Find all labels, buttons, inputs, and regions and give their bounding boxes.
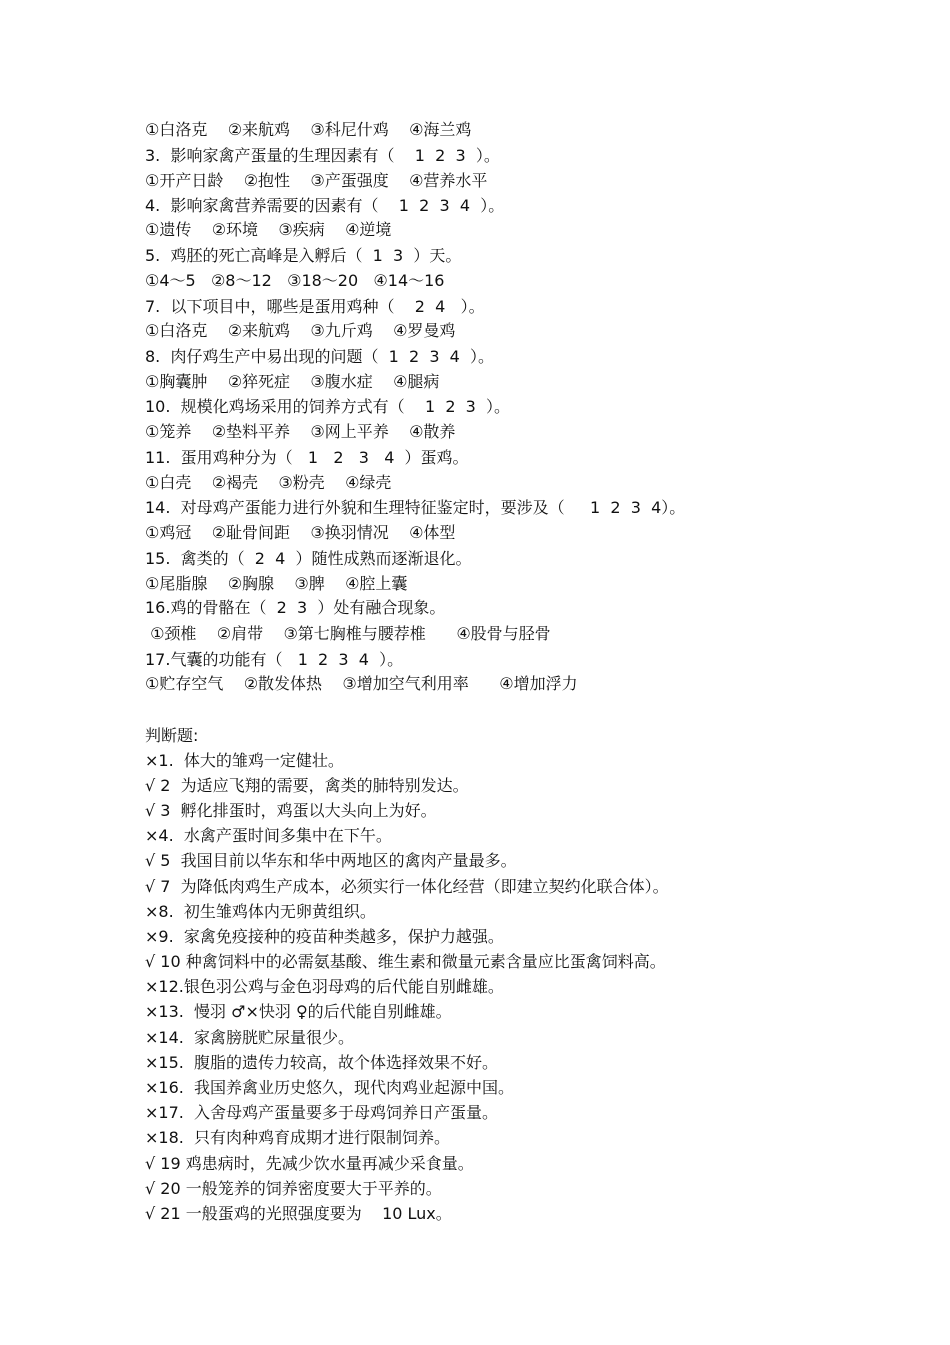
answer-options-line: ①白洛克 ②来航鸡 ③科尼什鸡 ④海兰鸡	[145, 120, 472, 139]
answer-options-line: ①尾脂腺 ②胸腺 ③脾 ④腔上囊	[145, 574, 408, 593]
judgment-item: ×14. 家禽膀胱贮尿量很少。	[145, 1028, 355, 1047]
question-line: 10. 规模化鸡场采用的饲养方式有（ 1 2 3 ）。	[145, 397, 511, 416]
judgment-item: √ 5 我国目前以华东和华中两地区的禽肉产量最多。	[145, 851, 517, 870]
judgment-item: √ 19 鸡患病时，先减少饮水量再减少采食量。	[145, 1154, 474, 1173]
judgment-item: ×4. 水禽产蛋时间多集中在下午。	[145, 826, 392, 845]
judgment-item: ×16. 我国养禽业历史悠久，现代肉鸡业起源中国。	[145, 1078, 515, 1097]
judgment-item: ×18. 只有肉种鸡育成期才进行限制饲养。	[145, 1128, 451, 1147]
question-line: 15. 禽类的（ 2 4 ）随性成熟而逐渐退化。	[145, 549, 472, 568]
question-line: 3. 影响家禽产蛋量的生理因素有（ 1 2 3 ）。	[145, 146, 500, 165]
judgment-item: √ 3 孵化排蛋时，鸡蛋以大头向上为好。	[145, 801, 437, 820]
judgment-item: ×8. 初生雏鸡体内无卵黄组织。	[145, 902, 376, 921]
question-line: 8. 肉仔鸡生产中易出现的问题（ 1 2 3 4 ）。	[145, 347, 495, 366]
judgment-item: √ 7 为降低肉鸡生产成本，必须实行一体化经营（即建立契约化联合体）。	[145, 877, 669, 896]
answer-options-line: ①笼养 ②垫料平养 ③网上平养 ④散养	[145, 422, 456, 441]
question-line: 14. 对母鸡产蛋能力进行外貌和生理特征鉴定时，要涉及（ 1 2 3 4）。	[145, 498, 686, 517]
judgment-item: √ 2 为适应飞翔的需要，禽类的肺特别发达。	[145, 776, 469, 795]
question-line: 17.气囊的功能有（ 1 2 3 4 ）。	[145, 650, 404, 669]
question-line: 16.鸡的骨骼在（ 2 3 ）处有融合现象。	[145, 598, 446, 617]
judgment-item: √ 21 一般蛋鸡的光照强度要为 10 Lux。	[145, 1204, 452, 1223]
judgment-item: ×15. 腹脂的遗传力较高，故个体选择效果不好。	[145, 1053, 499, 1072]
question-line: 5. 鸡胚的死亡高峰是入孵后（ 1 3 ）天。	[145, 246, 462, 265]
judgment-heading: 判断题:	[145, 726, 199, 745]
question-line: 11. 蛋用鸡种分为（ 1 2 3 4 ）蛋鸡。	[145, 448, 469, 467]
answer-options-line: ①贮存空气 ②散发体热 ③增加空气利用率 ④增加浮力	[145, 674, 578, 693]
answer-options-line: ①开产日龄 ②抱性 ③产蛋强度 ④营养水平	[145, 171, 488, 190]
judgment-item: ×9. 家禽免疫接种的疫苗种类越多，保护力越强。	[145, 927, 504, 946]
answer-options-line: ①颈椎 ②肩带 ③第七胸椎与腰荐椎 ④股骨与胫骨	[145, 624, 551, 643]
answer-options-line: ①鸡冠 ②耻骨间距 ③换羽情况 ④体型	[145, 523, 456, 542]
judgment-item: ×13. 慢羽 ♂×快羽 ♀的后代能自别雌雄。	[145, 1002, 452, 1021]
judgment-item: √ 20 一般笼养的饲养密度要大于平养的。	[145, 1179, 442, 1198]
answer-options-line: ①白壳 ②褐壳 ③粉壳 ④绿壳	[145, 473, 392, 492]
judgment-item: ×17. 入舍母鸡产蛋量要多于母鸡饲养日产蛋量。	[145, 1103, 499, 1122]
answer-options-line: ①胸囊肿 ②猝死症 ③腹水症 ④腿病	[145, 372, 440, 391]
judgment-item: ×12.银色羽公鸡与金色羽母鸡的后代能自别雌雄。	[145, 977, 504, 996]
answer-options-line: ①白洛克 ②来航鸡 ③九斤鸡 ④罗曼鸡	[145, 321, 456, 340]
answer-options-line: ①遗传 ②环境 ③疾病 ④逆境	[145, 220, 392, 239]
question-line: 7. 以下项目中，哪些是蛋用鸡种（ 2 4 ）。	[145, 297, 485, 316]
judgment-item: ×1. 体大的雏鸡一定健壮。	[145, 751, 344, 770]
question-line: 4. 影响家禽营养需要的因素有（ 1 2 3 4 ）。	[145, 196, 505, 215]
answer-options-line: ①4～5 ②8～12 ③18～20 ④14～16	[145, 271, 445, 290]
judgment-item: √ 10 种禽饲料中的必需氨基酸、维生素和微量元素含量应比蛋禽饲料高。	[145, 952, 666, 971]
